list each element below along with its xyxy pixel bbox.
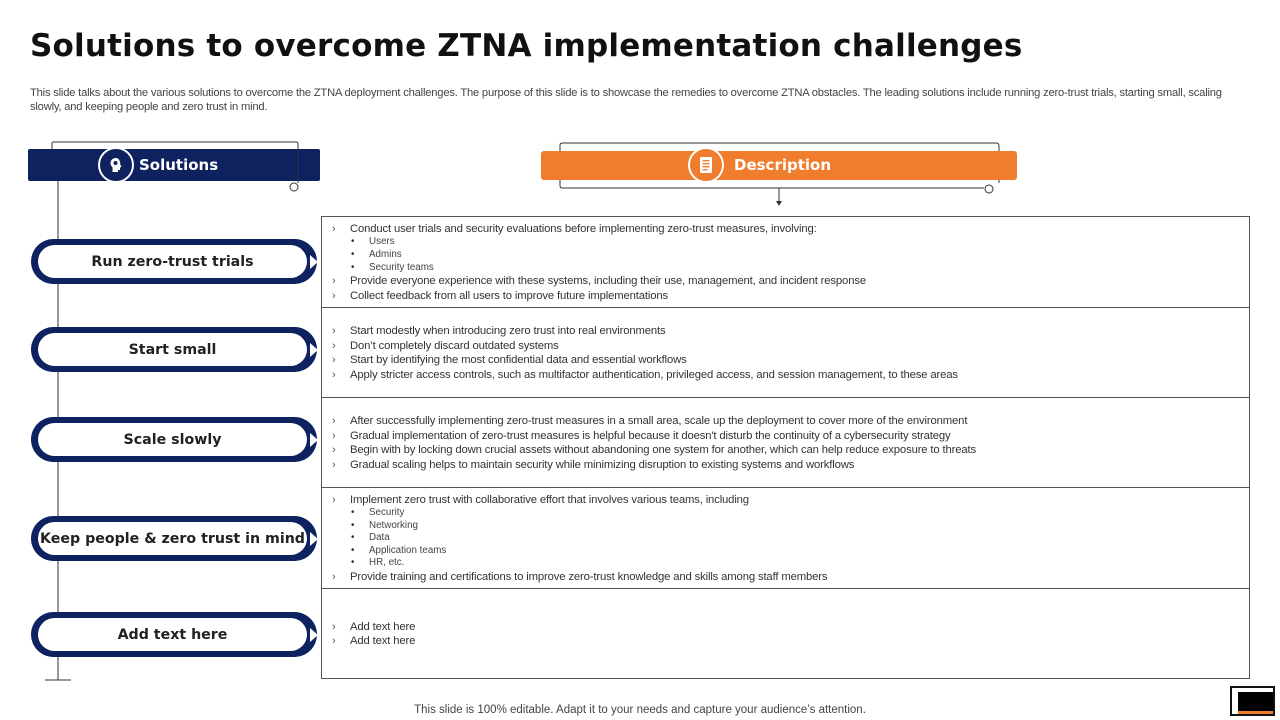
solution-label: Run zero-trust trials xyxy=(91,253,254,270)
sub-list-item: • Security xyxy=(351,507,405,519)
list-item: › Start modestly when introducing zero trust into real environments xyxy=(332,325,666,337)
solution-pill-scale-slowly xyxy=(31,417,317,462)
solutions-header-icon-circle xyxy=(98,147,134,183)
sub-list-item: • Networking xyxy=(351,519,419,531)
sub-list-item: • Security teams xyxy=(351,261,434,273)
list-item: › Apply stricter access controls, such as multifactor authentication, privileged access, and session management, to these areas xyxy=(332,368,958,381)
description-header-label: Description xyxy=(734,156,832,174)
document-icon xyxy=(689,148,723,182)
page-subtitle: This slide talks about the various solutions to overcome the ZTNA deployment challenges. The purpose of this slide is to showcase the remedies to overcome ZTNA obstacles. The leading solutions include running zero-trust trials, starting small, scaling slowly, and keeping people and zero trust in mind. xyxy=(30,87,1222,113)
sub-list-item: • Data xyxy=(351,532,390,544)
solutions-header-label: Solutions xyxy=(139,156,219,174)
list-item: › Conduct user trials and security evaluations before implementing zero-trust measures, involving: xyxy=(332,222,817,235)
pill-arrow xyxy=(310,433,318,447)
pill-arrow xyxy=(310,628,318,642)
sub-list-item: • Application teams xyxy=(351,544,447,556)
list-item: › Provide everyone experience with these systems, including their use, management, and incident response xyxy=(332,275,866,288)
list-item: › After successfully implementing zero-trust measures in a small area, scale up the deployment to cover more of the environment xyxy=(332,415,968,427)
list-item: › Add text here xyxy=(332,635,416,647)
description-table xyxy=(321,216,1250,679)
table-row xyxy=(322,588,1249,679)
list-item: › Collect feedback from all users to improve future implementations xyxy=(332,289,669,302)
page-title: Solutions to overcome ZTNA implementation challenges xyxy=(30,28,1023,64)
list-item: › Don’t completely discard outdated systems xyxy=(332,339,559,352)
list-item: › Gradual scaling helps to maintain security while minimizing disruption to existing systems and workflows xyxy=(332,458,855,471)
list-item: › Add text here xyxy=(332,620,416,633)
list-item: › Begin with by locking down crucial assets without abandoning one system for another, which can help reduce exposure to threats xyxy=(332,444,977,456)
sub-list-item: • Admins xyxy=(351,248,402,260)
solution-pill-keep-people xyxy=(31,516,317,561)
sub-list-item: • HR, etc. xyxy=(351,557,405,569)
table-row xyxy=(322,487,1249,589)
list-item: › Gradual implementation of zero-trust measures is helpful because it doesn't disturb the continuity of a cybersecurity strategy xyxy=(332,429,951,442)
solution-label: Scale slowly xyxy=(123,431,222,448)
solution-pill-run-zero-trust-trials xyxy=(31,239,317,284)
list-item: › Implement zero trust with collaborative effort that involves various teams, including xyxy=(332,493,749,506)
table-row xyxy=(322,217,1249,308)
slide-thumbnail-icon xyxy=(1230,686,1275,716)
footer-note: This slide is 100% editable. Adapt it to your needs and capture your audience’s attention. xyxy=(414,704,866,716)
pill-arrow xyxy=(310,532,318,546)
list-item: › Provide training and certifications to improve zero-trust knowledge and skills among staff members xyxy=(332,570,828,583)
solution-label: Start small xyxy=(128,341,217,358)
list-item: › Start by identifying the most confidential data and essential workflows xyxy=(332,354,687,366)
user-head-icon xyxy=(99,148,133,182)
pill-arrow xyxy=(310,343,318,357)
sub-list-item: • Users xyxy=(351,236,395,248)
table-row xyxy=(322,307,1249,398)
solution-label: Keep people & zero trust in mind xyxy=(40,530,305,547)
solution-pill-start-small xyxy=(31,327,317,372)
pill-arrow xyxy=(310,255,318,269)
description-header-icon-circle xyxy=(688,147,724,183)
solution-label: Add text here xyxy=(117,626,228,643)
solution-pill-add-text xyxy=(31,612,317,657)
table-row xyxy=(322,397,1249,488)
